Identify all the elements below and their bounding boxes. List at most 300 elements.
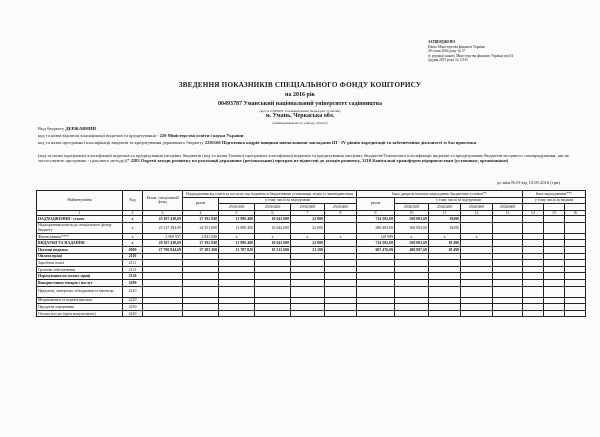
row-value-cell (544, 260, 565, 267)
row-value-cell (523, 240, 544, 247)
row-value-cell (357, 304, 395, 311)
row-value-cell (325, 253, 357, 260)
row-value-cell (544, 233, 565, 240)
row-value-cell: x (219, 233, 255, 240)
row-value-cell (219, 253, 255, 260)
column-index-cell: 14 (523, 210, 544, 215)
program-line (38, 140, 578, 145)
column-index-cell: 8 (325, 210, 357, 215)
row-code-cell: x (123, 233, 143, 240)
row-value-cell (395, 286, 429, 297)
col-header-other-subgroup: у тому числі за видами (523, 197, 586, 204)
ministry-value: 220 Міністерство освіти і науки України (159, 133, 244, 138)
row-value-cell: 10 642 600 (255, 240, 291, 247)
row-value-cell: 25 107 430,69 (143, 216, 183, 223)
row-value-cell (183, 297, 219, 304)
row-code-cell: 2200 (123, 279, 143, 286)
row-value-cell (357, 297, 395, 304)
row-value-cell: x (325, 233, 357, 240)
row-value-cell (544, 310, 565, 317)
row-value-cell (357, 286, 395, 297)
row-value-cell: 714 582,69 (357, 216, 395, 223)
row-value-cell (565, 279, 586, 286)
row-value-cell (143, 297, 183, 304)
row-value-cell (219, 266, 255, 273)
col-header-own-group: Інші джерела власних надходжень бюджетних установ** (357, 191, 523, 198)
row-value-cell (255, 310, 291, 317)
row-value-cell: 568 003,69 (395, 216, 429, 223)
row-value-cell: 21 100 (291, 246, 325, 253)
city-note: (найменування міста, району, області) (272, 121, 328, 125)
row-value-cell (523, 246, 544, 253)
row-value-cell (429, 286, 461, 297)
row-name-cell: ВИДАТКИ ТА НАДАННЯ (37, 240, 123, 247)
row-value-cell (461, 216, 493, 223)
row-value-cell (325, 260, 357, 267)
row-value-cell: 714 582,69 (357, 240, 395, 247)
row-name-cell: Продукти харчування (37, 304, 123, 311)
row-value-cell (219, 273, 255, 280)
row-value-cell (461, 266, 493, 273)
col-header-code: Код (123, 191, 143, 211)
row-value-cell (143, 273, 183, 280)
ministry-label: код та назва відомчої класифікації видатків та кредитування - (38, 133, 159, 138)
row-value-cell (544, 273, 565, 280)
row-value-cell (395, 266, 429, 273)
row-value-cell (523, 286, 544, 297)
row-value-cell (325, 273, 357, 280)
table-row (37, 310, 586, 317)
table-row (37, 297, 586, 304)
row-value-cell (493, 216, 523, 223)
row-value-cell (544, 222, 565, 233)
row-value-cell (255, 266, 291, 273)
row-value-cell (523, 222, 544, 233)
table-row (37, 266, 586, 273)
row-value-cell (219, 297, 255, 304)
row-value-cell: 13 787 820 (219, 246, 255, 253)
col-header-fees-code: 25010100 (219, 204, 255, 211)
row-value-cell (544, 286, 565, 297)
row-value-cell: 568 003,69 (395, 222, 429, 233)
row-value-cell (219, 279, 255, 286)
row-code-cell: x (123, 216, 143, 223)
row-code-cell: 2110 (123, 253, 143, 260)
row-value-cell (255, 286, 291, 297)
row-value-cell (523, 266, 544, 273)
column-index-cell: 11 (429, 210, 461, 215)
budget-kind-label: Вид бюджету (38, 126, 65, 131)
row-value-cell (357, 273, 395, 280)
document-year: на 2016 рік (285, 92, 315, 98)
table-row (37, 233, 586, 240)
row-value-cell (493, 304, 523, 311)
row-value-cell (461, 286, 493, 297)
row-value-cell (255, 273, 291, 280)
row-value-cell (429, 297, 461, 304)
row-value-cell (493, 266, 523, 273)
approval-line: грудня 2015 року № 1118) (428, 58, 468, 63)
row-name-cell: Фінансування**** (37, 233, 123, 240)
row-name-cell: НАДХОДЖЕННЯ - усього (37, 216, 123, 223)
row-value-cell (395, 273, 429, 280)
budget-table-body (37, 216, 586, 317)
row-value-cell (461, 222, 493, 233)
row-code-cell: 2120 (123, 273, 143, 280)
currency-note: (грн) (550, 180, 560, 185)
row-value-cell (291, 273, 325, 280)
row-value-cell (183, 310, 219, 317)
row-value-cell (183, 279, 219, 286)
row-value-cell: x (291, 233, 325, 240)
row-name-cell: Грошове забезпечення (37, 266, 123, 273)
col-header-own-total: разом (357, 197, 395, 210)
row-value-cell (395, 304, 429, 311)
row-name-cell: Предмети, матеріали, обладнання та інвентар (37, 286, 123, 297)
col-header-fees-total: разом (183, 197, 219, 210)
col-header-own-code: 25020100 (395, 204, 429, 211)
local-program-value: 2282 Окремі заходи розвитку по реалізації державних (регіональних) програм не віднесені до заходів розвитку, 3210 Капітальні трансферти підприємствам (установам, організаціям) (130, 158, 509, 164)
approval-line: Наказ Міністерства фінансів України (428, 44, 485, 49)
row-value-cell: 18 490 (429, 240, 461, 247)
row-value-cell: 10 512 600 (255, 246, 291, 253)
local-program-label: (код та назва програмної класифікації видатків та кредитування місцевих бюджетів (код та назва Типової програмної класифікації видатків та кредитування місцевих бюджетів/Тимчасової класифікації видатків та кредитування бюджетів місцевого самоврядування, які не застосовують програмно - цільового методу))* (38, 153, 569, 164)
budget-kind-value: ДЕРЖАВНИЙ (65, 126, 96, 131)
row-value-cell (357, 266, 395, 273)
row-value-cell (461, 297, 493, 304)
column-index-cell: 7 (291, 210, 325, 215)
row-value-cell (523, 260, 544, 267)
row-name-cell: Заробітна плата (37, 260, 123, 267)
row-value-cell (544, 297, 565, 304)
row-value-cell (357, 279, 395, 286)
column-index-cell: 9 (357, 210, 395, 215)
row-code-cell: 2210 (123, 286, 143, 297)
col-header-fees-code: 25010300 (291, 204, 325, 211)
row-value-cell (255, 304, 291, 311)
row-code-cell: 2220 (123, 297, 143, 304)
row-value-cell (565, 304, 586, 311)
approval-stamp (428, 40, 593, 63)
row-value-cell (429, 273, 461, 280)
program-label: код та назва програмної класифікації видатків та кредитування державного бюджету (38, 140, 204, 145)
column-index-cell: 13 (493, 210, 523, 215)
row-value-cell (395, 297, 429, 304)
date-note (470, 180, 560, 185)
row-name-cell: Використання товарів і послуг (37, 279, 123, 286)
row-value-cell: 13 886 400 (219, 240, 255, 247)
row-value-cell (461, 310, 493, 317)
row-value-cell: 27 790 844,69 (143, 246, 183, 253)
col-header-fees-group: Надходження від плати за послуги, що надаються бюджетними установами згідно із законодавством (183, 191, 357, 198)
row-value-cell (183, 266, 219, 273)
row-value-cell (143, 286, 183, 297)
approval-line: (у редакції наказу Міністерства фінансів України від 04 (428, 53, 514, 58)
table-row (37, 273, 586, 280)
table-row (37, 279, 586, 286)
row-value-cell (493, 310, 523, 317)
row-value-cell: 27 183 368 (183, 246, 219, 253)
row-value-cell (325, 297, 357, 304)
row-value-cell (183, 260, 219, 267)
column-index-cell: 10 (395, 210, 429, 215)
row-value-cell (544, 253, 565, 260)
row-value-cell (565, 246, 586, 253)
row-value-cell: 22 000 (291, 216, 325, 223)
row-value-cell: x (395, 233, 429, 240)
ministry-line (38, 133, 578, 138)
row-value-cell (143, 304, 183, 311)
row-value-cell: 25 137 493,69 (143, 222, 183, 233)
approval-heading: ЗАТВЕРДЖЕНО (428, 40, 456, 44)
row-value-cell (523, 233, 544, 240)
row-name-cell: Нарахування на оплату праці (37, 273, 123, 280)
row-name-cell: Оплата послуг (крім комунальних) (37, 310, 123, 317)
row-value-cell: x (429, 233, 461, 240)
row-value-cell (395, 260, 429, 267)
row-name-cell: Надходження коштів до спеціального фонду бюджету (37, 222, 123, 233)
row-value-cell (255, 253, 291, 260)
row-value-cell (291, 310, 325, 317)
row-value-cell (183, 286, 219, 297)
row-name-cell: Медикаменти та перев'язувальні (37, 297, 123, 304)
table-row (37, 216, 586, 223)
row-value-cell (291, 253, 325, 260)
row-value-cell (183, 304, 219, 311)
row-value-cell (523, 273, 544, 280)
row-value-cell (219, 286, 255, 297)
row-value-cell: 22 000 (291, 240, 325, 247)
row-value-cell (565, 266, 586, 273)
row-value-cell (461, 260, 493, 267)
col-header-own-code: 25020600 (493, 204, 523, 211)
row-value-cell (291, 266, 325, 273)
col-header-name: Найменування (37, 191, 123, 211)
row-value-cell (523, 297, 544, 304)
row-value-cell: 2 841 848 (183, 233, 219, 240)
program-value: 2201160 Підготовка кадрів вищими навчальними закладами III - IV рівнів акредитації та забезпечення діяльності їх баз практики (204, 140, 477, 145)
row-value-cell (523, 304, 544, 311)
budget-table (36, 190, 586, 317)
row-value-cell: 13 886 400 (219, 222, 255, 233)
row-value-cell (143, 266, 183, 273)
row-code-cell: 2240 (123, 310, 143, 317)
row-value-cell: 22 000 (291, 222, 325, 233)
column-index-cell: 16 (565, 210, 586, 215)
row-value-cell (325, 246, 357, 253)
row-value-cell (523, 310, 544, 317)
col-header-fees-code: 25010200 (255, 204, 291, 211)
row-value-cell (461, 240, 493, 247)
row-value-cell: 128 089 (357, 233, 395, 240)
row-value-cell (357, 260, 395, 267)
row-value-cell (255, 260, 291, 267)
row-value-cell: 2 969 937 (143, 233, 183, 240)
row-value-cell: 24 551 000 (183, 222, 219, 233)
row-value-cell: x (461, 233, 493, 240)
row-value-cell (565, 273, 586, 280)
row-value-cell (565, 260, 586, 267)
row-value-cell (461, 273, 493, 280)
row-value-cell (565, 286, 586, 297)
row-value-cell (523, 216, 544, 223)
row-value-cell (565, 216, 586, 223)
row-value-cell (461, 246, 493, 253)
row-name-cell: Оплата праці (37, 253, 123, 260)
col-header-other-code (544, 204, 565, 211)
row-value-cell (143, 253, 183, 260)
row-value-cell (429, 266, 461, 273)
institution-name: 00493787 Уманський національний університет садівництва (218, 101, 382, 107)
row-value-cell (291, 286, 325, 297)
row-value-cell (544, 246, 565, 253)
row-value-cell (357, 310, 395, 317)
row-value-cell (183, 253, 219, 260)
budget-kind (38, 126, 578, 131)
table-row (37, 240, 586, 247)
row-code-cell: 2111 (123, 260, 143, 267)
row-value-cell: 568 003,69 (395, 240, 429, 247)
row-value-cell (565, 253, 586, 260)
row-value-cell: x (255, 233, 291, 240)
document-title: ЗВЕДЕННЯ ПОКАЗНИКІВ СПЕЦІАЛЬНОГО ФОНДУ КОШТОРИСУ (178, 81, 422, 89)
row-value-cell (395, 279, 429, 286)
col-header-other-code (523, 204, 544, 211)
row-value-cell (325, 216, 357, 223)
col-header-other-code (565, 204, 586, 211)
col-header-other-group: Інші надходження*** (523, 191, 586, 198)
table-row (37, 246, 586, 253)
row-value-cell (143, 310, 183, 317)
row-code-cell: 2112 (123, 266, 143, 273)
row-value-cell (219, 304, 255, 311)
row-value-cell (493, 286, 523, 297)
row-value-cell (544, 279, 565, 286)
row-value-cell (523, 279, 544, 286)
row-value-cell (523, 253, 544, 260)
row-value-cell (565, 310, 586, 317)
row-value-cell (565, 240, 586, 247)
row-value-cell (461, 279, 493, 286)
approval-line: 28 січня 2002 року № 57 (428, 49, 466, 54)
institution-note: (код за ЄДРПОУ та найменування бюджетної установи) (259, 109, 341, 113)
column-index-cell: 5 (219, 210, 255, 215)
col-header-fees-subgroup: у тому числі за підгрупами (219, 197, 357, 204)
row-value-cell: 13 886 400 (219, 216, 255, 223)
row-value-cell: 28 107 430,69 (143, 240, 183, 247)
table-row (37, 304, 586, 311)
row-value-cell (493, 233, 523, 240)
row-name-cell: Поточні видатки (37, 246, 123, 253)
row-value-cell (493, 240, 523, 247)
col-header-total: Разом, спеціальний фонд (143, 191, 183, 211)
row-value-cell (493, 260, 523, 267)
row-value-cell: 586 493,69 (357, 222, 395, 233)
row-value-cell (357, 253, 395, 260)
column-index-cell: 1 (37, 210, 123, 215)
row-value-cell (325, 310, 357, 317)
row-value-cell (429, 310, 461, 317)
row-value-cell: 480 897,69 (395, 246, 429, 253)
row-value-cell (544, 266, 565, 273)
row-value-cell: 27 392 848 (183, 240, 219, 247)
col-header-own-code: 25020200 (429, 204, 461, 211)
row-value-cell (565, 233, 586, 240)
row-value-cell (255, 279, 291, 286)
row-value-cell (429, 304, 461, 311)
row-value-cell (395, 253, 429, 260)
row-value-cell (291, 304, 325, 311)
row-value-cell: 27 392 848 (183, 216, 219, 223)
row-value-cell (493, 222, 523, 233)
row-value-cell (183, 273, 219, 280)
table-row (37, 260, 586, 267)
row-value-cell (493, 253, 523, 260)
city-name: м. Умань, Черкаська обл. (265, 113, 335, 119)
row-value-cell: 18490 (429, 222, 461, 233)
row-value-cell (325, 286, 357, 297)
row-value-cell (544, 216, 565, 223)
column-index-cell: 3 (143, 210, 183, 215)
column-index-cell: 12 (461, 210, 493, 215)
row-value-cell (291, 297, 325, 304)
column-index-cell: 15 (544, 210, 565, 215)
row-value-cell: 10 642 600 (255, 216, 291, 223)
table-row (37, 222, 586, 233)
row-value-cell (395, 310, 429, 317)
column-index-cell: 6 (255, 210, 291, 215)
col-header-own-code: 25020400 (461, 204, 493, 211)
row-value-cell (255, 297, 291, 304)
table-row (37, 253, 586, 260)
row-value-cell (143, 279, 183, 286)
column-index-cell: 2 (123, 210, 143, 215)
row-value-cell: 18 490 (429, 246, 461, 253)
row-value-cell (325, 304, 357, 311)
row-value-cell (461, 253, 493, 260)
row-value-cell (291, 260, 325, 267)
date-note-text: до вим.№19 від 19.09.2016 (496, 180, 550, 185)
col-header-own-subgroup: у тому числі за підгрупами (395, 197, 523, 204)
table-row (37, 286, 586, 297)
row-code-cell: x (123, 222, 143, 233)
row-value-cell (143, 260, 183, 267)
row-value-cell (493, 297, 523, 304)
column-index-cell: 4 (183, 210, 219, 215)
row-value-cell (429, 279, 461, 286)
row-value-cell (544, 240, 565, 247)
row-value-cell (565, 222, 586, 233)
row-value-cell (493, 273, 523, 280)
row-code-cell: 2000 (123, 246, 143, 253)
row-value-cell (325, 240, 357, 247)
row-value-cell (219, 260, 255, 267)
row-code-cell: 2230 (123, 304, 143, 311)
row-value-cell (429, 260, 461, 267)
row-value-cell (429, 253, 461, 260)
row-value-cell (325, 279, 357, 286)
row-value-cell (325, 222, 357, 233)
row-value-cell: 10 642 600 (255, 222, 291, 233)
row-value-cell (325, 266, 357, 273)
row-value-cell (544, 304, 565, 311)
row-value-cell: 18490 (429, 216, 461, 223)
row-value-cell (219, 310, 255, 317)
row-value-cell (493, 279, 523, 286)
row-value-cell (291, 279, 325, 286)
row-value-cell (461, 304, 493, 311)
row-value-cell: 607 476,69 (357, 246, 395, 253)
